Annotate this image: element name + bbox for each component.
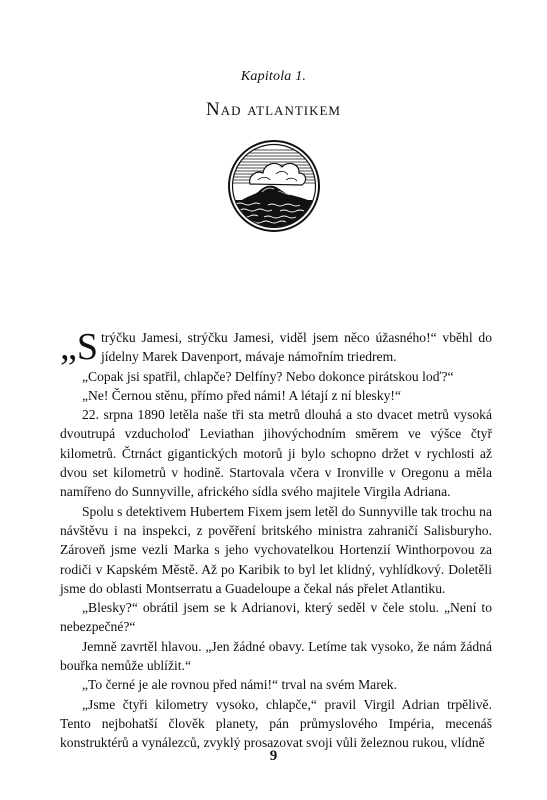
chapter-body-text (60, 328, 492, 753)
opening-paragraph-text: trýčku Jamesi, strýčku Jamesi, viděl jsem něco úžasného!“ vběhl do jídelny Marek Davenport, mávaje námořním triedrem. (101, 330, 492, 365)
chapter-label: Kapitola 1. (240, 69, 307, 84)
chapter-title: Nad atlantikem (205, 99, 341, 120)
paragraph: Jemně zavrtěl hlavou. „Jen žádné obavy. Letíme tak vysoko, že nám žádná bouřka nemůže ublížit.“ (60, 638, 492, 674)
paragraph: „Ne! Černou stěnu, přímo před námi! A létají z ní blesky!“ (82, 387, 401, 403)
dropcap: „S (60, 326, 98, 368)
paragraph: „Blesky?“ obrátil jsem se k Adrianovi, který seděl v čele stolu. „Není to nebezpečné?“ (60, 600, 492, 635)
paragraph: „Jsme čtyři kilometry vysoko, chlapče,“ pravil Virgil Adrian trpělivě. Tento nejbohatší člověk planety, pán průmyslového Impéria, mecenáš konstruktérů a vynálezců, zvyklý prosazovat svoji vůli železnou rukou, vlídně (60, 696, 492, 751)
opening-paragraph (60, 328, 492, 367)
paragraph: 22. srpna 1890 letěla naše tři sta metrů dlouhá a sto dvacet metrů vysoká dvoutrupá vzducholoď Leviathan jihovýchodním směrem ve výšce čtyř kilometrů. Čtrnáct gigantických motorů ji bylo schopno držet v rychlosti až dvou set kilometrů v hodině. Startovala včera v Ironville v Oregonu a měla namířeno do Sunnyville, afrického sídla svého majitele Virgila Adriana. (60, 407, 492, 500)
page-number: 9 (269, 748, 278, 764)
paragraph: „To černé je ale rovnou před námi!“ trval na svém Marek. (82, 677, 397, 693)
paragraph: Spolu s detektivem Hubertem Fixem jsem letěl do Sunnyville tak trochu na návštěvu i na inspekci, z pověření britského ministra zahraničí Salisburyho. Zároveň jsme vezli Marka s jeho vychovatelkou Hortenzií Winthorpovou za rodiči v Kapském Městě. Až po Karibik to byl let klidný, vyhlídkový. Doletěli jsme do oblasti Montserratu a Guadeloupe a čekal nás přelet Atlantiku. (60, 503, 492, 596)
island-cloud-vignette-icon (228, 140, 320, 232)
paragraph: „Copak jsi spatřil, chlapče? Delfíny? Nebo dokonce pirátskou loď?“ (82, 368, 454, 384)
